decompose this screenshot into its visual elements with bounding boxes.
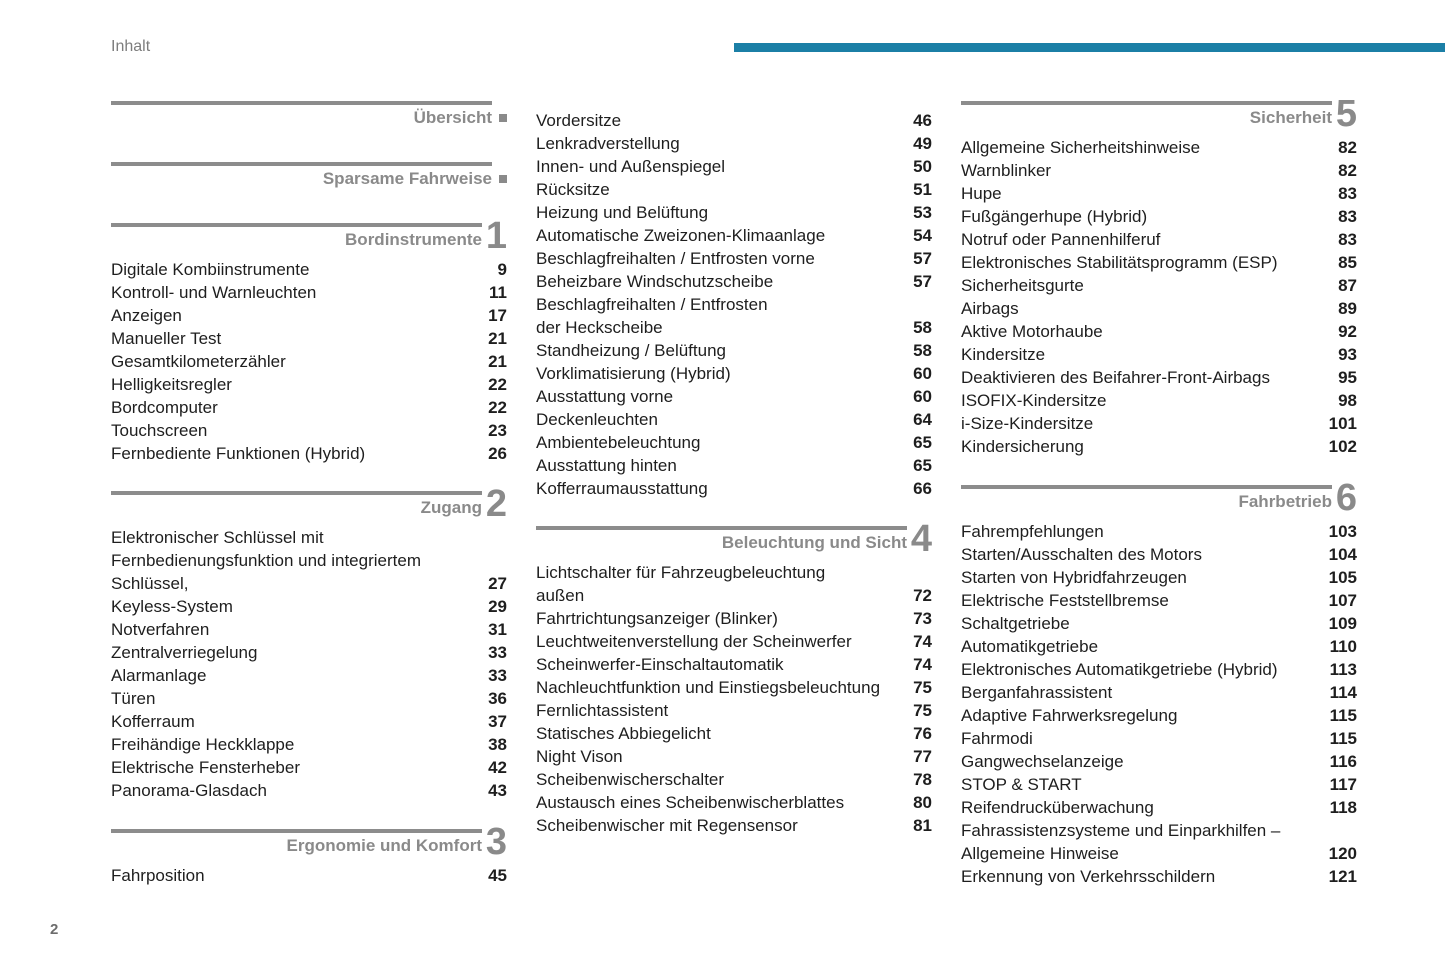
entry-page: 26: [488, 444, 507, 463]
toc-entry[interactable]: [536, 247, 932, 270]
toc-entry[interactable]: [961, 274, 1357, 297]
toc-section: [111, 215, 507, 465]
entry-page: 37: [488, 712, 507, 731]
toc-entry[interactable]: [961, 320, 1357, 343]
toc-entry[interactable]: [536, 722, 932, 745]
entry-list: [111, 257, 507, 465]
entry-page: 58: [913, 318, 932, 337]
entry-page: 85: [1338, 253, 1357, 272]
entry-title: Schlüssel,: [111, 574, 189, 593]
toc-entry[interactable]: [536, 561, 932, 584]
toc-entry[interactable]: [961, 727, 1357, 750]
toc-entry[interactable]: [536, 791, 932, 814]
entry-page: 11: [489, 283, 507, 302]
entry-title: Scheibenwischerschalter: [536, 770, 725, 789]
section-rule: [111, 829, 482, 833]
entry-title: Deaktivieren des Beifahrer-Front-Airbags: [961, 368, 1270, 387]
entry-page: 31: [488, 620, 507, 639]
entry-page: 53: [913, 203, 932, 222]
entry-title: ISOFIX-Kindersitze: [961, 391, 1107, 410]
entry-page: 81: [913, 816, 932, 835]
entry-list: [111, 525, 507, 802]
entry-page: 95: [1338, 368, 1357, 387]
entry-page: 75: [913, 678, 932, 697]
entry-title: Notruf oder Pannenhilferuf: [961, 230, 1161, 249]
entry-page: 49: [913, 134, 932, 153]
entry-page: 120: [1328, 844, 1357, 863]
entry-title: Anzeigen: [111, 306, 182, 325]
section-title: Fahrbetrieb: [1238, 492, 1332, 511]
entry-title: Rücksitze: [536, 180, 610, 199]
entry-page: 57: [913, 249, 932, 268]
toc-entry[interactable]: [111, 258, 507, 281]
toc-entry[interactable]: [536, 132, 932, 155]
section-rule: [111, 162, 492, 166]
entry-page: 115: [1329, 729, 1357, 748]
entry-title: Leuchtweitenverstellung der Scheinwerfer: [536, 632, 852, 651]
entry-title: Ambientebeleuchtung: [536, 433, 701, 452]
entry-page: 72: [913, 586, 932, 605]
entry-title: Lenkradverstellung: [536, 134, 680, 153]
entry-title: Helligkeitsregler: [111, 375, 232, 394]
entry-page: 115: [1329, 706, 1357, 725]
entry-page: 54: [913, 226, 932, 245]
entry-page: 104: [1328, 545, 1357, 564]
entry-page: 118: [1329, 798, 1357, 817]
entry-page: 51: [913, 180, 932, 199]
entry-title: Vorklimatisierung (Hybrid): [536, 364, 731, 383]
chapter-number: 6: [1335, 477, 1357, 519]
entry-title: außen: [536, 586, 585, 605]
entry-page: 78: [913, 770, 932, 789]
toc-entry[interactable]: [536, 362, 932, 385]
entry-page: 117: [1329, 775, 1357, 794]
entry-page: 83: [1338, 207, 1357, 226]
toc-entry[interactable]: [111, 281, 507, 304]
entry-title: Elektrische Fensterheber: [111, 758, 300, 777]
toc-entry[interactable]: [536, 745, 932, 768]
entry-page: 74: [913, 655, 932, 674]
entry-title: Fernbedienungsfunktion und integriertem: [111, 551, 421, 570]
chapter-number: 3: [485, 821, 507, 863]
toc-section: [111, 101, 507, 136]
entry-title: Standheizung / Belüftung: [536, 341, 726, 360]
entry-title: Manueller Test: [111, 329, 222, 348]
entry-title: Fernlichtassistent: [536, 701, 669, 720]
toc-entry[interactable]: [536, 676, 932, 699]
toc-entry[interactable]: [961, 612, 1357, 635]
entry-title: Gesamtkilometerzähler: [111, 352, 286, 371]
header-accent-bar: [734, 43, 1445, 52]
entry-title: Starten von Hybridfahrzeugen: [961, 568, 1187, 587]
toc-entry[interactable]: [536, 768, 932, 791]
toc-entry[interactable]: [111, 779, 507, 802]
toc-entry[interactable]: [536, 584, 932, 607]
entry-title: Freihändige Heckklappe: [111, 735, 295, 754]
entry-title: Vordersitze: [536, 111, 622, 130]
entry-list: [536, 560, 932, 837]
toc-entry[interactable]: [961, 589, 1357, 612]
entry-title: Elektronisches Automatikgetriebe (Hybrid): [961, 660, 1278, 679]
entry-page: 29: [488, 597, 507, 616]
entry-page: 60: [913, 387, 932, 406]
entry-page: 73: [913, 609, 932, 628]
entry-page: 76: [913, 724, 932, 743]
toc-entry[interactable]: [961, 842, 1357, 865]
entry-title: STOP & START: [961, 775, 1082, 794]
entry-page: 45: [488, 866, 507, 885]
entry-page: 65: [913, 456, 932, 475]
section-title: Sparsame Fahrweise: [322, 169, 492, 188]
entry-title: Gangwechselanzeige: [961, 752, 1124, 771]
toc-entry[interactable]: [961, 159, 1357, 182]
entry-title: Airbags: [961, 299, 1019, 318]
toc-entry[interactable]: [536, 339, 932, 362]
entry-title: Kindersitze: [961, 345, 1046, 364]
section-rule: [111, 223, 482, 227]
toc-section: [961, 477, 1357, 888]
toc-entry[interactable]: [961, 865, 1357, 888]
entry-title: Elektronischer Schlüssel mit: [111, 528, 324, 547]
toc-section: [111, 162, 507, 197]
entry-title: Aktive Motorhaube: [961, 322, 1103, 341]
entry-title: Automatische Zweizonen-Klimaanlage: [536, 226, 826, 245]
entry-page: 87: [1338, 276, 1357, 295]
toc-entry[interactable]: [536, 224, 932, 247]
toc-entry[interactable]: [536, 607, 932, 630]
toc-entry[interactable]: [536, 293, 932, 316]
toc-entry[interactable]: [111, 442, 507, 465]
entry-title: Beheizbare Windschutzscheibe: [536, 272, 774, 291]
entry-page: 33: [488, 666, 507, 685]
entry-title: Kofferraum: [111, 712, 195, 731]
entry-title: Fernbediente Funktionen (Hybrid): [111, 444, 366, 463]
toc-entry[interactable]: [961, 182, 1357, 205]
toc-entry[interactable]: [536, 155, 932, 178]
toc-entry[interactable]: [961, 750, 1357, 773]
entry-page: 66: [913, 479, 932, 498]
toc-entry[interactable]: [961, 205, 1357, 228]
entry-title: Fußgängerhupe (Hybrid): [961, 207, 1148, 226]
toc-entry[interactable]: [961, 681, 1357, 704]
entry-page: 93: [1338, 345, 1357, 364]
entry-page: 107: [1328, 591, 1357, 610]
toc-entry[interactable]: [961, 297, 1357, 320]
header-title: Inhalt: [111, 38, 151, 55]
entry-title: Fahrtrichtungsanzeiger (Blinker): [536, 609, 778, 628]
toc-entry[interactable]: [111, 572, 507, 595]
entry-page: 101: [1328, 414, 1357, 433]
entry-page: 105: [1328, 568, 1357, 587]
toc-entry[interactable]: [961, 435, 1357, 458]
section-title: Übersicht: [413, 108, 492, 127]
entry-title: Notverfahren: [111, 620, 210, 639]
entry-page: 43: [488, 781, 507, 800]
entry-page: 109: [1328, 614, 1357, 633]
toc-entry[interactable]: [961, 343, 1357, 366]
entry-title: Hupe: [961, 184, 1002, 203]
section-rule: [111, 101, 492, 105]
entry-title: Reifendrucküberwachung: [961, 798, 1154, 817]
entry-title: Ausstattung hinten: [536, 456, 677, 475]
toc-entry[interactable]: [111, 526, 507, 549]
entry-page: 110: [1329, 637, 1357, 656]
toc-entry[interactable]: [961, 228, 1357, 251]
toc-entry[interactable]: [536, 477, 932, 500]
entry-page: 21: [488, 352, 507, 371]
toc-entry[interactable]: [111, 396, 507, 419]
entry-page: 58: [913, 341, 932, 360]
entry-page: 103: [1328, 522, 1357, 541]
toc-entry[interactable]: [111, 304, 507, 327]
toc-entry[interactable]: [536, 109, 932, 132]
entry-page: 75: [913, 701, 932, 720]
toc-section: [111, 483, 507, 802]
entry-page: 27: [488, 574, 507, 593]
entry-page: 82: [1338, 138, 1357, 157]
toc-entry[interactable]: [536, 385, 932, 408]
toc-entry[interactable]: [961, 136, 1357, 159]
entry-title: Heizung und Belüftung: [536, 203, 709, 222]
toc-entry[interactable]: [961, 520, 1357, 543]
entry-title: Adaptive Fahrwerksregelung: [961, 706, 1178, 725]
entry-page: 23: [488, 421, 507, 440]
toc-entry[interactable]: [111, 350, 507, 373]
toc-entry[interactable]: [111, 864, 507, 887]
entry-page: 57: [913, 272, 932, 291]
section-title: Zugang: [420, 498, 482, 517]
entry-title: Allgemeine Sicherheitshinweise: [961, 138, 1201, 157]
entry-title: Deckenleuchten: [536, 410, 658, 429]
entry-page: 102: [1328, 437, 1357, 456]
entry-list: [111, 863, 507, 887]
entry-title: Alarmanlage: [111, 666, 207, 685]
entry-title: Elektrische Feststellbremse: [961, 591, 1169, 610]
toc-entry[interactable]: [111, 618, 507, 641]
toc-entry[interactable]: [961, 704, 1357, 727]
toc-entry[interactable]: [961, 366, 1357, 389]
entry-title: Keyless-System: [111, 597, 233, 616]
toc-entry[interactable]: [961, 658, 1357, 681]
entry-title: Berganfahrassistent: [961, 683, 1113, 702]
toc-entry[interactable]: [111, 327, 507, 350]
section-header[interactable]: [111, 215, 507, 257]
section-header[interactable]: [536, 518, 932, 560]
entry-title: Elektronisches Stabilitätsprogramm (ESP): [961, 253, 1278, 272]
entry-list: [961, 519, 1357, 888]
chapter-number: 2: [485, 483, 507, 525]
toc-entry[interactable]: [111, 687, 507, 710]
toc-entry[interactable]: [536, 814, 932, 837]
entry-page: 74: [913, 632, 932, 651]
toc-section: [961, 93, 1357, 458]
section-rule: [111, 491, 482, 495]
section-header[interactable]: [961, 93, 1357, 135]
entry-page: 80: [913, 793, 932, 812]
toc-entry[interactable]: [111, 373, 507, 396]
toc-entry[interactable]: [961, 773, 1357, 796]
entry-page: 113: [1329, 660, 1357, 679]
entry-title: Kindersicherung: [961, 437, 1084, 456]
toc-entry[interactable]: [536, 653, 932, 676]
entry-title: Statisches Abbiegelicht: [536, 724, 711, 743]
entry-title: Scheibenwischer mit Regensensor: [536, 816, 798, 835]
entry-list: [536, 108, 932, 500]
toc-entry[interactable]: [536, 699, 932, 722]
chapter-number: 1: [485, 215, 507, 257]
toc-entry[interactable]: [961, 566, 1357, 589]
toc-entry[interactable]: [536, 201, 932, 224]
page-number: 2: [50, 921, 59, 938]
section-rule: [961, 485, 1332, 489]
toc-entry[interactable]: [111, 733, 507, 756]
square-marker-icon: [499, 114, 507, 122]
entry-page: 114: [1329, 683, 1357, 702]
entry-title: Digitale Kombiinstrumente: [111, 260, 310, 279]
entry-page: 116: [1329, 752, 1357, 771]
toc-entry[interactable]: [536, 408, 932, 431]
entry-title: Fahrassistenzsysteme und Einparkhilfen –: [961, 821, 1281, 840]
entry-title: Ausstattung vorne: [536, 387, 674, 406]
toc-entry[interactable]: [111, 595, 507, 618]
entry-page: 83: [1338, 184, 1357, 203]
toc-entry[interactable]: [111, 756, 507, 779]
section-title: Sicherheit: [1249, 108, 1332, 127]
toc-section: [536, 518, 932, 837]
toc-section: [111, 821, 507, 887]
entry-page: 98: [1338, 391, 1357, 410]
section-title: Ergonomie und Komfort: [286, 836, 482, 855]
section-header[interactable]: [111, 483, 507, 525]
entry-title: Türen: [111, 689, 156, 708]
entry-title: Austausch eines Scheibenwischerblattes: [536, 793, 845, 812]
toc-entry[interactable]: [961, 389, 1357, 412]
entry-title: Schaltgetriebe: [961, 614, 1070, 633]
entry-title: Kontroll- und Warnleuchten: [111, 283, 317, 302]
entry-list: [111, 196, 507, 197]
entry-title: Automatikgetriebe: [961, 637, 1099, 656]
entry-list: [111, 135, 507, 136]
entry-title: Touchscreen: [111, 421, 208, 440]
entry-page: 89: [1338, 299, 1357, 318]
chapter-number: 5: [1335, 93, 1357, 135]
toc-entry[interactable]: [961, 819, 1357, 842]
toc-entry[interactable]: [536, 454, 932, 477]
entry-title: Beschlagfreihalten / Entfrosten: [536, 295, 768, 314]
entry-page: 121: [1328, 867, 1357, 886]
toc-entry[interactable]: [111, 641, 507, 664]
entry-title: Night Vison: [536, 747, 623, 766]
toc-entry[interactable]: [961, 635, 1357, 658]
section-rule: [961, 101, 1332, 105]
entry-page: 50: [913, 157, 932, 176]
entry-page: 33: [488, 643, 507, 662]
entry-page: 38: [488, 735, 507, 754]
entry-page: 36: [488, 689, 507, 708]
entry-title: Kofferraumausstattung: [536, 479, 708, 498]
entry-page: 64: [913, 410, 932, 429]
entry-title: Sicherheitsgurte: [961, 276, 1084, 295]
entry-page: 22: [488, 398, 507, 417]
toc-entry[interactable]: [111, 710, 507, 733]
entry-page: 22: [488, 375, 507, 394]
section-header[interactable]: [961, 477, 1357, 519]
chapter-number: 4: [910, 518, 932, 560]
entry-page: 92: [1338, 322, 1357, 341]
entry-title: Fahrempfehlungen: [961, 522, 1104, 541]
section-header[interactable]: [111, 162, 507, 196]
square-marker-icon: [499, 175, 507, 183]
entry-title: Lichtschalter für Fahrzeugbeleuchtung: [536, 563, 826, 582]
section-title: Bordinstrumente: [345, 230, 482, 249]
entry-title: Zentralverriegelung: [111, 643, 258, 662]
entry-title: Scheinwerfer-Einschaltautomatik: [536, 655, 784, 674]
toc-entry[interactable]: [111, 664, 507, 687]
entry-title: Erkennung von Verkehrsschildern: [961, 867, 1216, 886]
entry-page: 42: [488, 758, 507, 777]
entry-list: [961, 135, 1357, 458]
entry-page: 65: [913, 433, 932, 452]
section-title: Beleuchtung und Sicht: [721, 533, 907, 552]
entry-title: Panorama-Glasdach: [111, 781, 267, 800]
section-header[interactable]: [111, 821, 507, 863]
toc-entry[interactable]: [961, 251, 1357, 274]
entry-title: Allgemeine Hinweise: [961, 844, 1119, 863]
toc-entry[interactable]: [961, 796, 1357, 819]
entry-page: 83: [1338, 230, 1357, 249]
toc-section: [536, 108, 932, 500]
entry-title: Starten/Ausschalten des Motors: [961, 545, 1202, 564]
entry-page: 46: [913, 111, 932, 130]
entry-title: Bordcomputer: [111, 398, 218, 417]
entry-page: 21: [488, 329, 507, 348]
entry-page: 60: [913, 364, 932, 383]
section-header[interactable]: [111, 101, 507, 135]
entry-page: 17: [488, 306, 507, 325]
entry-page: 9: [497, 260, 507, 279]
toc-entry[interactable]: [536, 178, 932, 201]
entry-page: 77: [913, 747, 932, 766]
entry-title: Beschlagfreihalten / Entfrosten vorne: [536, 249, 815, 268]
entry-title: Warnblinker: [961, 161, 1052, 180]
entry-title: i-Size-Kindersitze: [961, 414, 1094, 433]
toc-entry[interactable]: [111, 419, 507, 442]
entry-title: Fahrmodi: [961, 729, 1033, 748]
toc-entry[interactable]: [536, 270, 932, 293]
toc-entry[interactable]: [961, 412, 1357, 435]
entry-title: der Heckscheibe: [536, 318, 663, 337]
section-rule: [536, 526, 907, 530]
toc-entry[interactable]: [536, 431, 932, 454]
entry-page: 82: [1338, 161, 1357, 180]
toc-entry[interactable]: [536, 316, 932, 339]
entry-title: Innen- und Außenspiegel: [536, 157, 726, 176]
toc-entry[interactable]: [961, 543, 1357, 566]
toc-entry[interactable]: [536, 630, 932, 653]
entry-title: Fahrposition: [111, 866, 205, 885]
entry-title: Nachleuchtfunktion und Einstiegsbeleuchtung: [536, 678, 881, 697]
toc-entry[interactable]: [111, 549, 507, 572]
